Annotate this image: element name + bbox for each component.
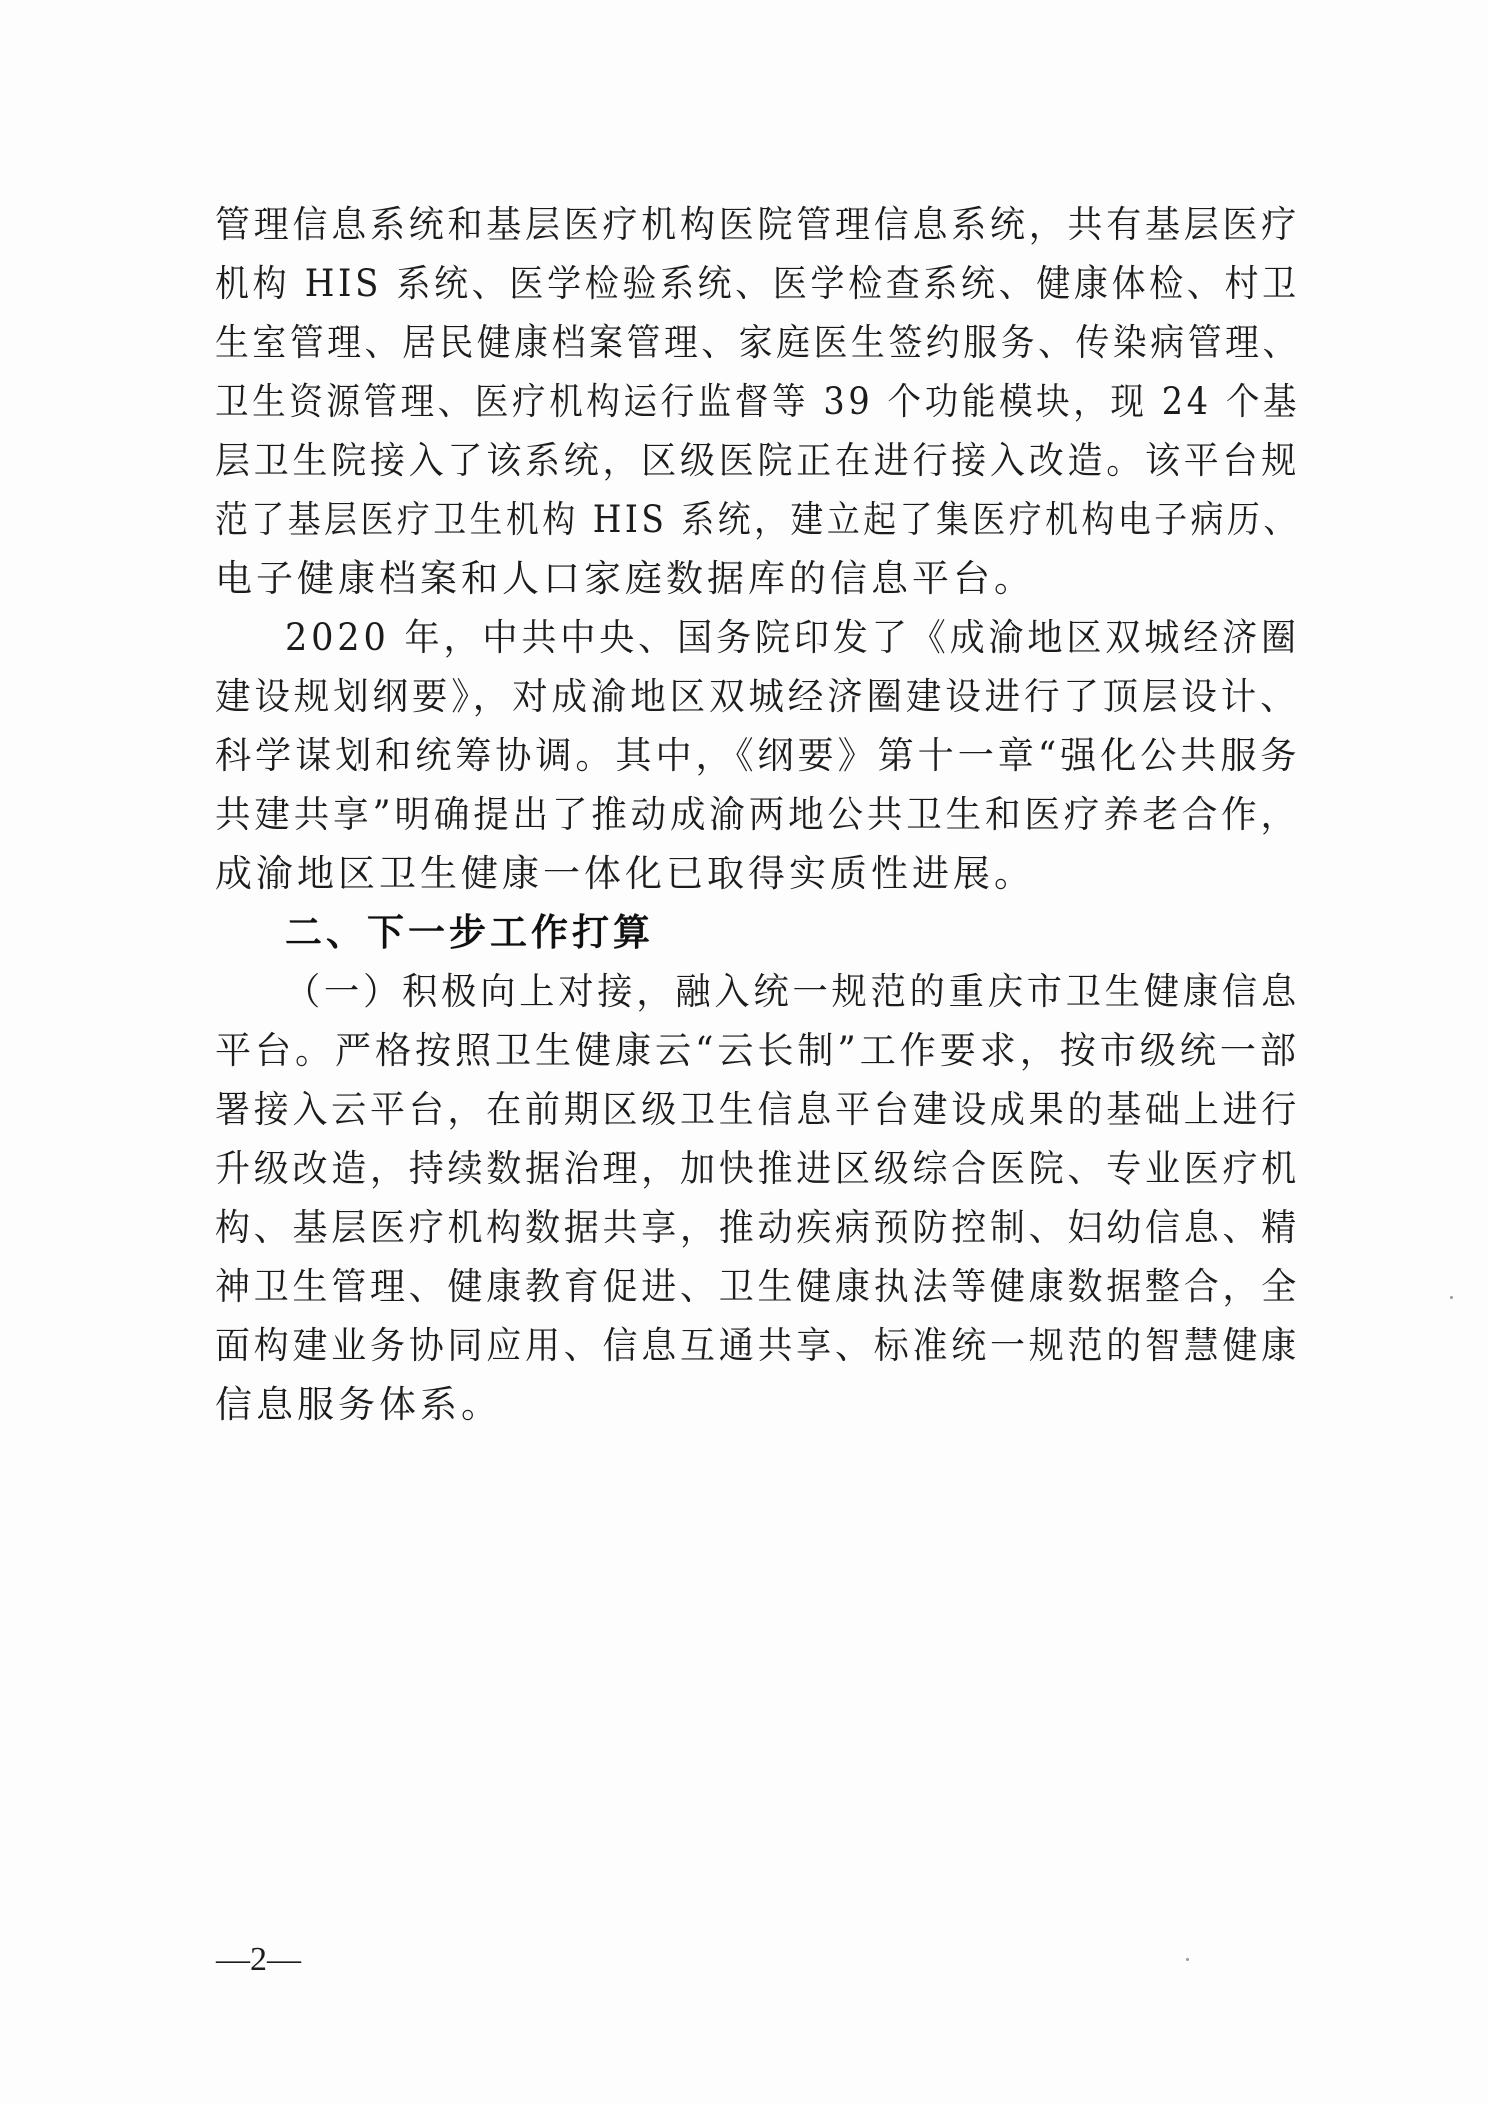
paragraph-3-line-3: 署接入云平台，在前期区级卫生信息平台建设成果的基础上进行: [215, 1088, 1300, 1131]
paragraph-2-line-2: 建设规划纲要》，对成渝地区双城经济圈建设进行了顶层设计、: [215, 675, 1300, 718]
paragraph-1-line-4: 卫生资源管理、医疗机构运行监督等 39 个功能模块，现 24 个基: [215, 380, 1301, 423]
paragraph-2-line-1: 2020 年，中共中央、国务院印发了《成渝地区双城经济圈: [285, 616, 1300, 659]
paragraph-1-line-7: 电子健康档案和人口家庭数据库的信息平台。: [215, 557, 1035, 600]
scan-speck: [1450, 1296, 1453, 1299]
paragraph-2-line-5: 成渝地区卫生健康一体化已取得实质性进展。: [215, 852, 1035, 895]
paragraph-3-line-6: 神卫生管理、健康教育促进、卫生健康执法等健康数据整合，全: [215, 1265, 1300, 1308]
paragraph-3-line-7: 面构建业务协同应用、信息互通共享、标准统一规范的智慧健康: [215, 1324, 1300, 1367]
paragraph-1-line-1: 管理信息系统和基层医疗机构医院管理信息系统，共有基层医疗: [215, 203, 1300, 246]
paragraph-1-line-5: 层卫生院接入了该系统，区级医院正在进行接入改造。该平台规: [215, 439, 1300, 482]
paragraph-2-line-3: 科学谋划和统筹协调。其中，《纲要》第十一章“强化公共服务: [215, 734, 1301, 777]
paragraph-3-line-2: 平台。严格按照卫生健康云“云长制”工作要求，按市级统一部: [215, 1029, 1300, 1072]
paragraph-3-line-1: （一）积极向上对接，融入统一规范的重庆市卫生健康信息: [285, 970, 1300, 1013]
scan-speck: [1186, 1958, 1189, 1961]
paragraph-3-line-8: 信息服务体系。: [215, 1383, 502, 1426]
paragraph-2-line-4: 共建共享”明确提出了推动成渝两地公共卫生和医疗养老合作，: [215, 793, 1300, 836]
section-heading: 二、下一步工作打算: [285, 911, 654, 954]
paragraph-3-line-4: 升级改造，持续数据治理，加快推进区级综合医院、专业医疗机: [215, 1147, 1300, 1190]
page-number: —2—: [216, 1941, 301, 1978]
paragraph-1-line-2: 机构 HIS 系统、医学检验系统、医学检查系统、健康体检、村卫: [215, 262, 1300, 305]
paragraph-1-line-6: 范了基层医疗卫生机构 HIS 系统，建立起了集医疗机构电子病历、: [215, 498, 1300, 541]
paragraph-3-line-5: 构、基层医疗机构数据共享，推动疾病预防控制、妇幼信息、精: [215, 1206, 1300, 1249]
paragraph-1-line-3: 生室管理、居民健康档案管理、家庭医生签约服务、传染病管理、: [215, 321, 1300, 364]
